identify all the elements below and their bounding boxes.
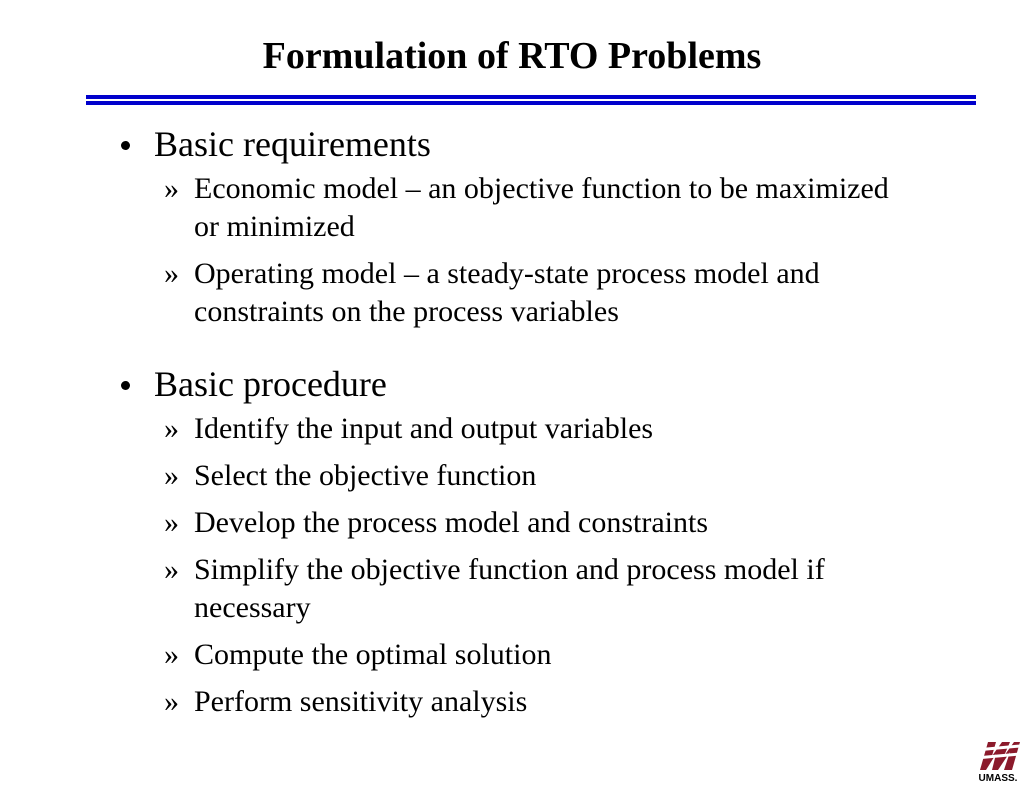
list-item bbox=[118, 551, 894, 627]
list-item bbox=[118, 636, 894, 674]
bullet-heading-text: Basic procedure bbox=[154, 364, 387, 404]
list-item-text: Identify the input and output variables bbox=[194, 412, 654, 445]
bullet-heading bbox=[118, 362, 894, 406]
list-item-text: Simplify the objective function and process model if necessary bbox=[194, 553, 825, 624]
bullet-heading-text: Basic requirements bbox=[154, 124, 431, 164]
bullet-heading bbox=[118, 122, 894, 166]
title-divider-bottom bbox=[86, 101, 976, 105]
slide-title: Formulation of RTO Problems bbox=[262, 35, 762, 77]
chevron-bullet-icon: » bbox=[164, 685, 179, 718]
chevron-bullet-icon: » bbox=[164, 506, 179, 539]
section-basic-procedure bbox=[118, 362, 894, 730]
list-item bbox=[118, 255, 894, 331]
list-item-text: Compute the optimal solution bbox=[194, 638, 552, 671]
umass-logo bbox=[974, 736, 1022, 786]
list-item bbox=[118, 683, 894, 721]
sub-bullet-list bbox=[118, 170, 894, 331]
chevron-bullet-icon: » bbox=[164, 257, 179, 290]
list-item-text: Operating model – a steady-state process model and constraints on the process variables bbox=[194, 257, 820, 328]
chevron-bullet-icon: » bbox=[164, 412, 179, 445]
section-basic-requirements bbox=[118, 122, 894, 340]
list-item-text: Develop the process model and constraints bbox=[194, 506, 709, 539]
chevron-bullet-icon: » bbox=[164, 638, 179, 671]
list-item-text: Select the objective function bbox=[194, 459, 537, 492]
list-item-text: Economic model – an objective function to be maximized or minimized bbox=[194, 172, 889, 243]
list-item bbox=[118, 457, 894, 495]
bullet-dot-icon bbox=[121, 141, 130, 150]
list-item bbox=[118, 410, 894, 448]
title-divider-top bbox=[86, 95, 976, 99]
logo-text: UMASS. bbox=[978, 773, 1018, 784]
chevron-bullet-icon: » bbox=[164, 172, 179, 205]
chevron-bullet-icon: » bbox=[164, 459, 179, 492]
bullet-dot-icon bbox=[121, 381, 130, 390]
list-item bbox=[118, 504, 894, 542]
sub-bullet-list bbox=[118, 410, 894, 721]
list-item bbox=[118, 170, 894, 246]
list-item-text: Perform sensitivity analysis bbox=[194, 685, 528, 718]
umass-logo-icon bbox=[974, 736, 1022, 774]
chevron-bullet-icon: » bbox=[164, 553, 179, 586]
